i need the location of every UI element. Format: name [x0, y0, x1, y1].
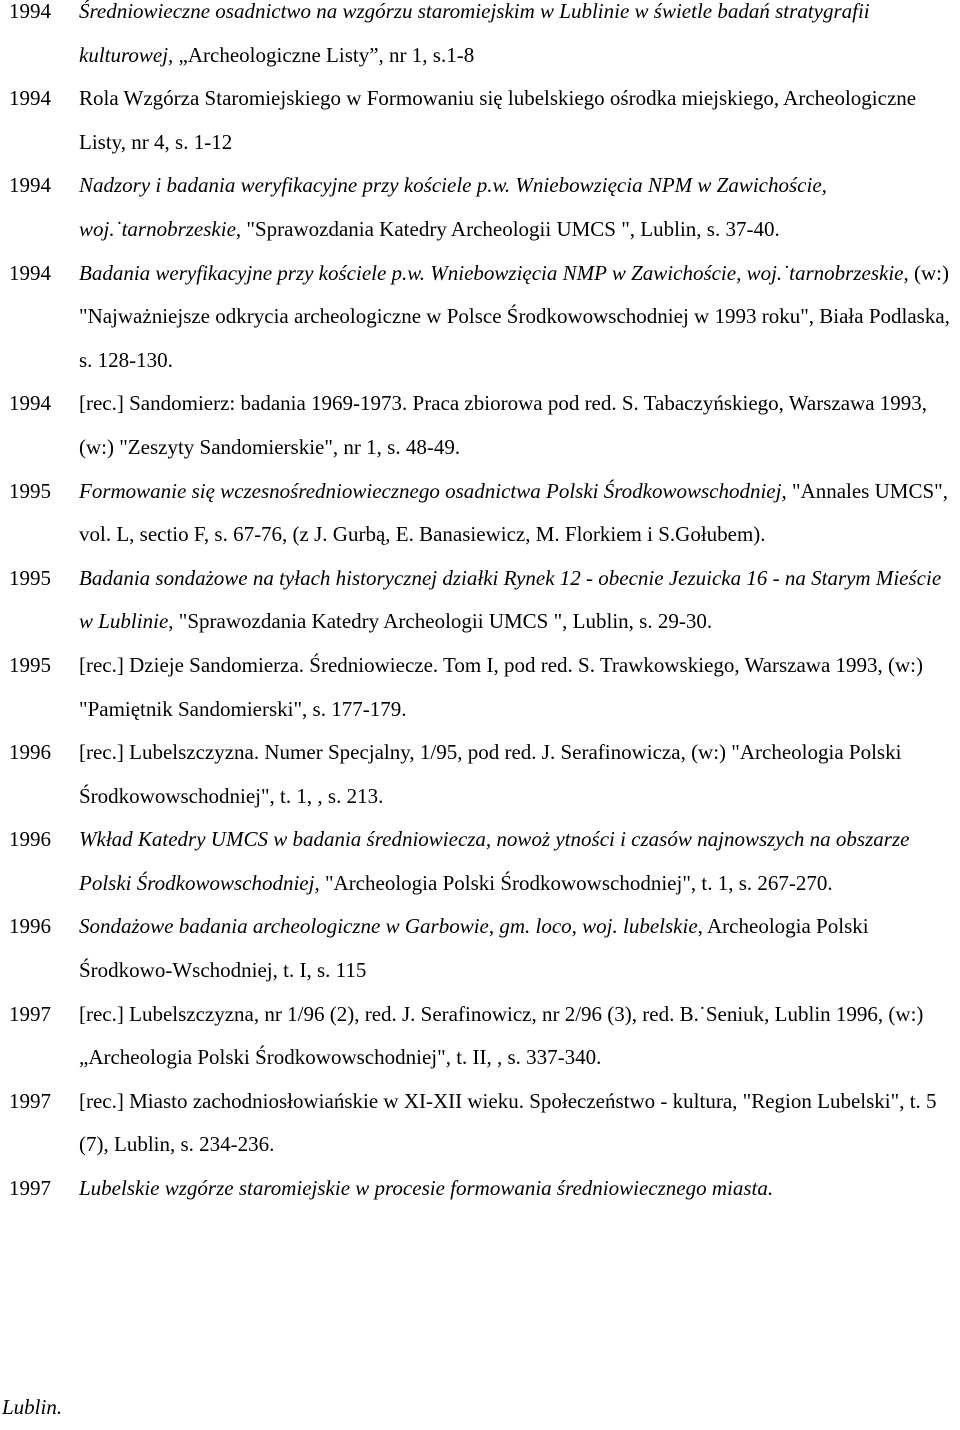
- entry-details: Rola Wzgórza Staromiejskiego w Formowaniu się lubelskiego ośrodka miejskiego, Archeologiczne Listy, nr 4, s. 1-12: [79, 86, 917, 154]
- entry-year: 1994: [9, 0, 51, 23]
- entry-title: Formowanie się wczesnośredniowiecznego osadnictwa Polski Środkowowschodniej: [79, 478, 782, 503]
- trailing-text: Lublin.: [2, 1395, 63, 1419]
- bibliography-entry: [0, 557, 960, 644]
- entry-year: 1994: [9, 86, 51, 111]
- entry-year: 1997: [9, 1088, 51, 1113]
- bibliography-entry: [0, 382, 960, 469]
- entry-title: Sondażowe badania archeologiczne w Garbowie, gm. loco, woj. lubelskie: [79, 914, 698, 939]
- bibliography-entry: [0, 252, 960, 383]
- entry-text: [79, 993, 957, 1080]
- bibliography-entry: [0, 905, 960, 992]
- entry-text: [79, 382, 957, 469]
- bibliography-entry: [0, 470, 960, 557]
- entry-text: [79, 470, 957, 557]
- entry-text: [79, 644, 957, 731]
- entry-text: [79, 77, 957, 164]
- entry-title: Średniowieczne osadnictwo na wzgórzu staromiejskim w Lublinie w świetle badań stratygrafii kulturowej,: [79, 0, 870, 67]
- entry-text: [79, 731, 957, 818]
- entry-title: Badania weryfikacyjne przy kościele p.w. Wniebowzięcia NMP w Zawichoście, woj.˙tarnobrzeskie: [79, 260, 904, 285]
- entry-year: 1994: [9, 391, 51, 416]
- entry-year: 1997: [9, 1176, 51, 1201]
- entry-details: [rec.] Sandomierz: badania 1969-1973. Praca zbiorowa pod red. S. Tabaczyńskiego, Warszawa 1993, (w:) "Zeszyty Sandomierskie", nr 1, s. 48-49.: [79, 391, 928, 459]
- entry-details: [rec.] Dzieje Sandomierza. Średniowiecze. Tom I, pod red. S. Trawkowskiego, Warszawa 1993, (w:) "Pamiętnik Sandomierski", s. 177-179.: [79, 652, 923, 721]
- entry-details: [rec.] Miasto zachodniosłowiańskie w XI-XII wieku. Społeczeństwo - kultura, "Region Lubelski", t. 5 (7), Lublin, s. 234-236.: [79, 1088, 937, 1157]
- entry-year: 1996: [9, 827, 51, 852]
- bibliography-entry: [0, 731, 960, 818]
- entry-year: 1994: [9, 173, 51, 198]
- entry-details: , Archeologia Polski Środkowo-Wschodniej, t. I, s. 115: [79, 914, 869, 983]
- entry-year: 1996: [9, 914, 51, 939]
- entry-details: , "Annales UMCS", vol. L, sectio F, s. 67-76, (z J. Gurbą, E. Banasiewicz, M. Florkiem i S.Gołubem).: [79, 478, 948, 547]
- entry-text: [79, 1080, 957, 1167]
- entry-year: 1995: [9, 565, 51, 590]
- entry-text: [79, 557, 957, 644]
- entry-year: 1994: [9, 260, 51, 285]
- entry-details: , (w:) "Najważniejsze odkrycia archeologiczne w Polsce Środkowowschodniej w 1993 roku", Biała Podlaska, s. 128-130.: [79, 260, 950, 372]
- entry-text: [79, 252, 957, 383]
- entry-details: , "Sprawozdania Katedry Archeologii UMCS ", Lublin, s. 37-40.: [235, 216, 780, 241]
- entry-details: [rec.] Lubelszczyzna, nr 1/96 (2), red. J. Serafinowicz, nr 2/96 (3), red. B.˙Seniuk, Lublin 1996, (w:) „Archeologia Polski Środkowowschodniej", t. II, , s. 337-340.: [79, 1001, 924, 1070]
- entry-text: [79, 905, 957, 992]
- entry-year: 1997: [9, 1001, 51, 1026]
- bibliography-entry: [0, 993, 960, 1080]
- bibliography-entry: [0, 644, 960, 731]
- entry-text: [79, 164, 957, 251]
- bibliography-entry: [0, 1080, 960, 1167]
- entry-details: [rec.] Lubelszczyzna. Numer Specjalny, 1/95, pod red. J. Serafinowicza, (w:) "Archeologia Polski Środkowowschodniej", t. 1, , s. 213.: [79, 740, 902, 808]
- entry-text: [79, 0, 957, 77]
- bibliography-entry: [0, 164, 960, 251]
- bibliography-entry: [0, 0, 960, 77]
- bibliography-entry: [0, 77, 960, 164]
- entry-year: 1996: [9, 740, 51, 765]
- entry-year: 1995: [9, 652, 51, 677]
- entry-details: „Archeologiczne Listy”, nr 1, s.1-8: [173, 42, 475, 67]
- entry-details: , "Archeologia Polski Środkowowschodniej", t. 1, s. 267-270.: [314, 870, 833, 895]
- entry-title: Lubelskie wzgórze staromiejskie w procesie formowania średniowiecznego miasta.: [79, 1176, 774, 1201]
- entry-title: Badania sondażowe na tyłach historycznej działki Rynek 12 - obecnie Jezuicka 16 - na Starym Mieście w Lublinie: [79, 565, 942, 634]
- bibliography-entry: [0, 818, 960, 905]
- entry-text: [79, 818, 957, 905]
- entry-details: , "Sprawozdania Katedry Archeologii UMCS ", Lublin, s. 29-30.: [168, 609, 713, 634]
- entry-title: Nadzory i badania weryfikacyjne przy kościele p.w. Wniebowzięcia NPM w Zawichoście, woj.˙tarnobrzeskie: [79, 173, 827, 241]
- bibliography-entry: [0, 1167, 960, 1211]
- entry-text: [79, 1167, 957, 1211]
- entry-year: 1995: [9, 478, 51, 503]
- entry-title: Wkład Katedry UMCS w badania średniowiecza, nowoż ytności i czasów najnowszych na obszarze Polski Środkowowschodniej: [79, 827, 910, 895]
